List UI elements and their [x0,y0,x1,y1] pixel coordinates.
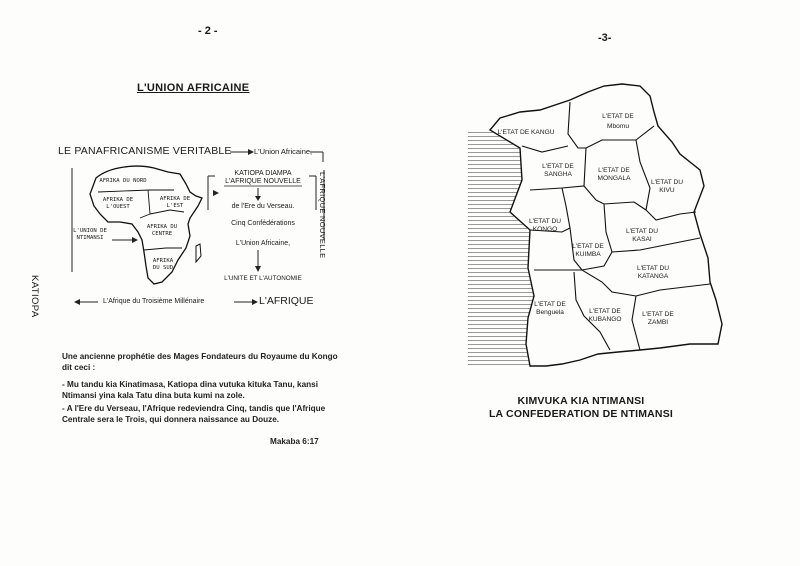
prophecy-bullet-1: - Mu tandu kia Kinatimasa, Katiopa dina vutuka kituka Tanu, kansi Ntimansi yina kala Tatu dina buta kumi na zole. [62,380,318,400]
map-caption [466,395,696,421]
panafricanisme-label: LE PANAFRICANISME VERITABLE [58,145,232,157]
prophecy-intro: Une ancienne prophétie des Mages Fondateurs du Royaume du Kongo dit ceci : [62,352,338,372]
state-kivu: L'ETAT DU KIVU [650,179,684,194]
state-kongo: L'ETAT DU KONGO [528,218,562,233]
state-mbomu: L'ETAT DE Mbomu [602,113,634,130]
region-est: AFRIKA DE L'EST [159,196,191,209]
union-africaine-flow-label: L'Union Africaine, [235,240,291,247]
citation: Makaba 6:17 [270,437,319,446]
region-ouest: AFRIKA DE L'OUEST [102,197,134,210]
union-ntimansi-label: L'UNION DE NTIMANSI [73,228,107,241]
page-number-right: -3- [598,32,612,44]
troisieme-millenaire-label: L'Afrique du Troisième Millénaire [103,298,205,305]
katiopa-vertical-label: KATIOPA [29,275,40,318]
unite-autonomie-label: L'UNITE ET L'AUTONOMIE [224,275,302,282]
page-number-left: - 2 - [198,25,218,37]
prophecy-bullet-2: - A l'Ere du Verseau, l'Afrique redeviendra Cinq, tandis que l'Afrique Centrale sera le Trois, qui donnera naissance au Douze. [62,404,326,424]
caption-line-1: KIMVUKA KIA NTIMANSI [517,395,645,407]
afrique-nouvelle-label: L'AFRIQUE NOUVELLE [225,178,301,185]
state-zambi: L'ETAT DE ZAMBI [642,311,674,326]
katiopa-diampa-label: KATIOPA DIAMPA [234,170,292,177]
cinq-confederations-label: Cinq Confédérations [231,220,295,227]
state-kubango: L'ETAT DE KUBANGO [588,308,622,323]
page-title: L'UNION AFRICAINE [137,82,250,94]
afrique-nouvelle-vertical-label: L'AFRIQUE NOUVELLE [318,172,327,259]
caption-line-2: LA CONFEDERATION DE NTIMANSI [488,408,674,420]
ere-verseau-label: de l'Ere du Verseau. [231,203,295,210]
state-kuimba: L'ETAT DE KUIMBA [572,243,604,258]
state-katanga: L'ETAT DU KATANGA [636,265,670,280]
region-nord: AFRIKA DU NORD [99,178,147,184]
state-kasai: L'ETAT DU KASAI [625,228,659,243]
region-sud: AFRIKA DU SUD [152,258,174,271]
union-africaine-top-label: L'Union Africaine, [254,147,313,156]
afrique-bottom-label: L'AFRIQUE [259,295,314,307]
state-kangu: L'ETAT DE KANGU [497,129,555,136]
state-mongala: L'ETAT DE MONGALA [597,167,631,182]
state-benguela: L'ETAT DE Benguela [534,301,566,316]
state-sangha: L'ETAT DE SANGHA [542,163,574,178]
ocean-hatch [468,130,534,366]
region-centre: AFRIKA DU CENTRE [146,224,178,237]
